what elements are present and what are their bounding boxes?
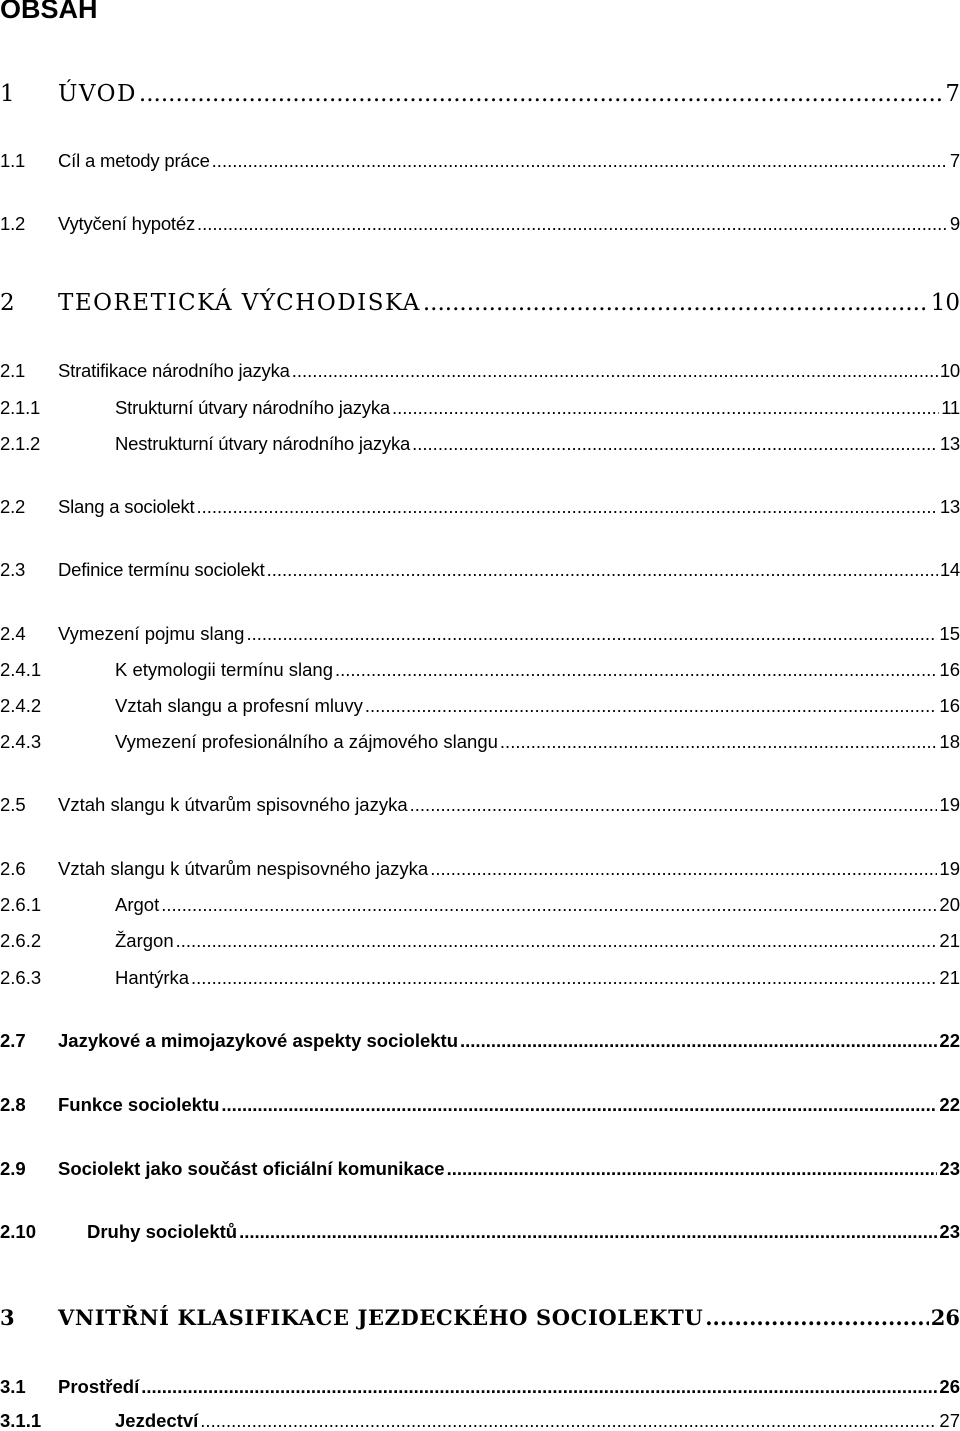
toc-entry-2-1[interactable] — [0, 346, 960, 380]
toc-title: TEORETICKÁ VÝCHODISKA — [58, 290, 421, 316]
toc-leader — [161, 896, 937, 915]
toc-entry-2-4-1[interactable] — [0, 645, 960, 679]
toc-page-number: 10 — [939, 359, 960, 381]
toc-leader — [392, 399, 939, 418]
toc-number: 2.6.2 — [0, 929, 42, 951]
toc-entry-chapter-2[interactable] — [0, 275, 960, 315]
toc-entry-2-4-3[interactable] — [0, 717, 960, 751]
toc-page-number: 22 — [939, 1093, 960, 1115]
toc-entry-chapter-1[interactable] — [0, 66, 960, 106]
toc-entry-chapter-3[interactable] — [0, 1288, 960, 1328]
toc-title: Vymezení pojmu slang — [58, 622, 245, 644]
toc-number: 2.2 — [0, 495, 26, 517]
toc-title: Hantýrka — [115, 966, 190, 988]
toc-entry-1-1[interactable] — [0, 136, 960, 170]
toc-leader — [246, 625, 937, 644]
toc-page-number: 26 — [930, 1305, 960, 1330]
toc-page-number: 19 — [939, 793, 960, 815]
toc-entry-2-6-1[interactable] — [0, 880, 960, 914]
toc-page-number: 21 — [939, 929, 960, 951]
toc-number: 1.2 — [0, 212, 26, 234]
toc-leader — [141, 1378, 937, 1397]
toc-title: Vytyčení hypotéz — [58, 212, 195, 234]
toc-leader — [196, 498, 937, 517]
toc-title: Sociolekt jako součást oficiální komunikace — [58, 1157, 445, 1179]
toc-title: Vztah slangu k útvarům nespisovného jazyka — [58, 857, 429, 879]
toc-leader — [200, 1412, 937, 1431]
toc-number: 3.1.1 — [0, 1409, 42, 1431]
toc-entry-2-1-1[interactable] — [0, 383, 960, 417]
toc-page-number: 23 — [939, 1220, 960, 1242]
toc-leader — [239, 1223, 937, 1242]
toc-page-number: 7 — [949, 149, 960, 171]
toc-page-number: 13 — [939, 432, 960, 454]
toc-page-number: 16 — [939, 694, 960, 716]
toc-leader — [221, 1096, 937, 1115]
toc-page-number: 20 — [939, 893, 960, 915]
toc-title: Druhy sociolektů — [87, 1220, 238, 1242]
toc-number: 2.10 — [0, 1220, 37, 1242]
toc-leader — [460, 1032, 937, 1051]
toc-leader — [139, 83, 943, 106]
toc-leader — [292, 362, 938, 381]
toc-number: 2.1.2 — [0, 432, 41, 454]
toc-page-number: 27 — [939, 1409, 960, 1431]
toc-leader — [267, 561, 938, 580]
toc-leader — [412, 435, 938, 454]
toc-page-number: 14 — [939, 558, 960, 580]
toc-title: Stratifikace národního jazyka — [58, 359, 290, 381]
toc-page-number: 11 — [941, 396, 960, 418]
toc-title: VNITŘNÍ KLASIFIKACE JEZDECKÉHO SOCIOLEKTU — [58, 1305, 704, 1330]
toc-leader — [335, 661, 937, 680]
toc-title: Definice termínu sociolekt — [58, 558, 265, 580]
toc-title: Prostředí — [58, 1375, 140, 1397]
page-title: OBSAH — [0, 0, 98, 24]
toc-leader — [176, 932, 938, 951]
toc-title: Slang a sociolekt — [58, 495, 195, 517]
toc-entry-2-2[interactable] — [0, 482, 960, 516]
toc-title: Jezdectví — [115, 1409, 199, 1431]
toc-number: 2.6.1 — [0, 893, 42, 915]
toc-entry-1-2[interactable] — [0, 199, 960, 233]
toc-entry-2-4[interactable] — [0, 609, 960, 643]
toc-entry-2-5[interactable] — [0, 780, 960, 814]
toc-number: 2.6 — [0, 857, 26, 879]
toc-title: Žargon — [115, 929, 174, 951]
toc-title: Nestrukturní útvary národního jazyka — [115, 432, 411, 454]
toc-number: 2.1.1 — [0, 396, 41, 418]
toc-number: 2.8 — [0, 1093, 26, 1115]
toc-entry-2-7[interactable] — [0, 1016, 960, 1050]
toc-entry-2-10[interactable] — [0, 1207, 960, 1241]
toc-title: Vztah slangu a profesní mluvy — [115, 694, 363, 716]
toc-number: 2.4.2 — [0, 694, 42, 716]
toc-page-number: 18 — [939, 730, 960, 752]
toc-number: 2.4.1 — [0, 658, 42, 680]
toc-leader — [705, 1307, 929, 1328]
toc-leader — [197, 215, 948, 234]
toc-title: Cíl a metody práce — [58, 149, 210, 171]
toc-entry-3-1-1[interactable] — [0, 1396, 960, 1430]
toc-leader — [191, 969, 937, 988]
toc-number: 3 — [0, 1305, 15, 1330]
toc-leader — [423, 292, 929, 315]
toc-page-number: 7 — [945, 81, 960, 107]
toc-page-number: 19 — [939, 857, 960, 879]
toc-number: 2.3 — [0, 558, 26, 580]
toc-title: Vymezení profesionálního a zájmového slangu — [115, 730, 498, 752]
toc-leader — [500, 733, 938, 752]
toc-entry-2-6[interactable] — [0, 844, 960, 878]
toc-entry-3-1[interactable] — [0, 1362, 960, 1396]
toc-title: Strukturní útvary národního jazyka — [115, 396, 390, 418]
toc-title: K etymologii termínu slang — [115, 658, 333, 680]
toc-entry-2-6-3[interactable] — [0, 953, 960, 987]
toc-leader — [212, 152, 948, 171]
toc-title: Vztah slangu k útvarům spisovného jazyka — [58, 793, 408, 815]
toc-number: 2.4.3 — [0, 730, 42, 752]
toc-title: Jazykové a mimojazykové aspekty sociolektu — [58, 1029, 459, 1051]
toc-leader — [410, 796, 938, 815]
toc-title: Funkce sociolektu — [58, 1093, 220, 1115]
toc-number: 2 — [0, 290, 15, 316]
toc-entry-2-8[interactable] — [0, 1080, 960, 1114]
toc-number: 2.6.3 — [0, 966, 42, 988]
toc-entry-2-6-2[interactable] — [0, 916, 960, 950]
toc-page-number: 16 — [939, 658, 960, 680]
toc-page-number: 23 — [939, 1157, 960, 1179]
toc-entry-2-9[interactable] — [0, 1144, 960, 1178]
toc-number: 2.4 — [0, 622, 26, 644]
toc-page-number: 10 — [930, 290, 960, 316]
toc-page-number: 26 — [939, 1375, 960, 1397]
toc-number: 1 — [0, 81, 15, 107]
toc-leader — [447, 1160, 938, 1179]
toc-entry-2-1-2[interactable] — [0, 419, 960, 453]
toc-page-number: 22 — [939, 1029, 960, 1051]
toc-page-number: 21 — [939, 966, 960, 988]
toc-number: 2.1 — [0, 359, 26, 381]
toc-number: 2.5 — [0, 793, 26, 815]
toc-number: 1.1 — [0, 149, 26, 171]
toc-number: 3.1 — [0, 1375, 26, 1397]
toc-title: ÚVOD — [58, 81, 137, 107]
toc-page-number: 13 — [939, 495, 960, 517]
toc-number: 2.9 — [0, 1157, 26, 1179]
toc-page-number: 9 — [949, 212, 960, 234]
toc-page-number: 15 — [939, 622, 960, 644]
toc-entry-2-4-2[interactable] — [0, 681, 960, 715]
toc-title: Argot — [115, 893, 160, 915]
toc-entry-2-3[interactable] — [0, 545, 960, 579]
toc-number: 2.7 — [0, 1029, 26, 1051]
toc-leader — [430, 860, 937, 879]
toc-leader — [365, 697, 938, 716]
